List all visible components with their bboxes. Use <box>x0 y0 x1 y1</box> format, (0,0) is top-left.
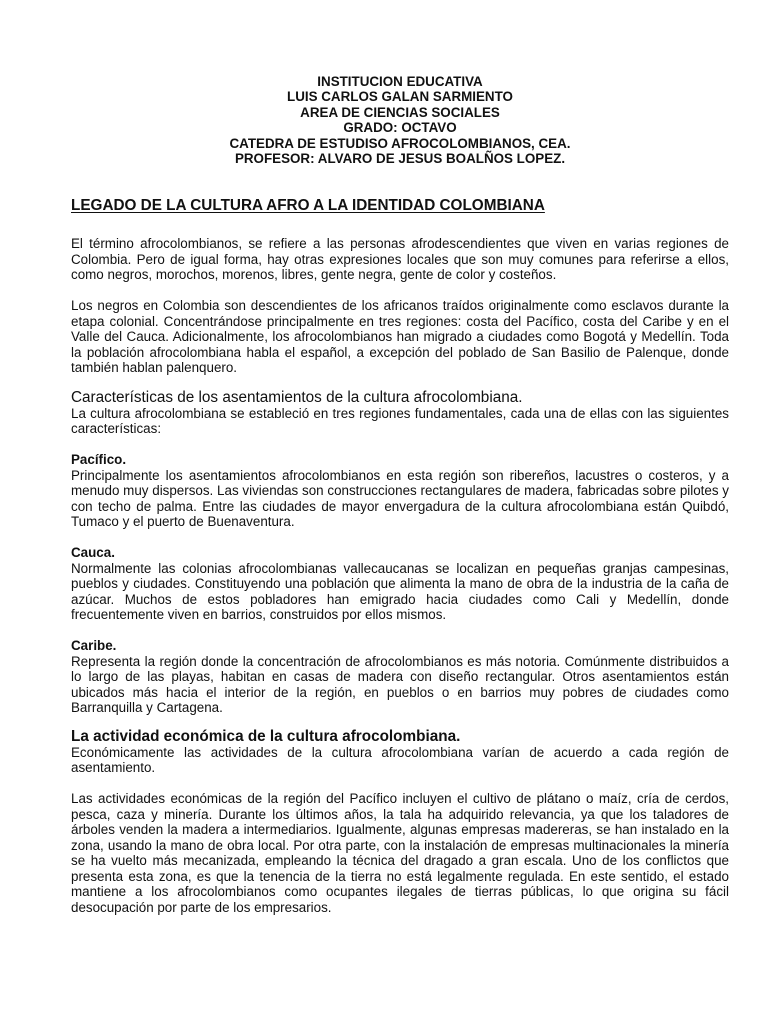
header-school-name: LUIS CARLOS GALAN SARMIENTO <box>287 89 513 105</box>
section-settlements-intro: La cultura afrocolombiana se estableció en tres regiones fundamentales, cada una de ellas con las siguientes características: <box>71 405 729 437</box>
intro-paragraph-2: Los negros en Colombia son descendientes de los africanos traídos originalmente como esclavos durante la etapa colonial. Concentrándose principalmente en tres regiones: costa del Pacífico, costa del Caribe y en el Valle del Cauca. Adicionalmente, los afrocolombianos han migrado a ciudades como Bogotá y Medellín. Toda la población afrocolombiana habla el español, a excepción del poblado de San Basilio de Palenque, donde también hablan palenquero. <box>71 298 729 376</box>
region-cauca-title: Cauca. <box>71 545 115 561</box>
header-teacher: PROFESOR: ALVARO DE JESUS BOALÑOS LOPEZ. <box>234 151 566 167</box>
section-economy-paragraph: Las actividades económicas de la región del Pacífico incluyen el cultivo de plátano o maíz, cría de cerdos, pesca, caza y minería. Durante los últimos años, la tala ha adquirido relevancia, ya que los taladores de árboles venden la madera a intermediarios. Igualmente, algunas empresas madereras, se han instalado en la zona, usando la mano de obra local. Por otra parte, con la instalación de empresas multinacionales la minería se ha vuelto más mecanizada, empleando la técnica del dragado a gran escala. Uno de los conflictos que presenta esta zona, es que la tenencia de la tierra no está legalmente regulada. En este sentido, el estado mantiene a los afrocolombianos como ocupantes ilegales de tierras públicas, lo que origina su fácil desocupación por parte de los empresarios. <box>71 791 729 915</box>
intro-paragraph-1: El término afrocolombianos, se refiere a las personas afrodescendientes que viven en varias regiones de Colombia. Pero de igual forma, hay otras expresiones locales que son muy comunes para referirse a ellos, como negros, morochos, morenos, libres, gente negra, gente de color y costeños. <box>71 236 729 283</box>
section-settlements-title: Características de los asentamientos de la cultura afrocolombiana. <box>71 388 523 406</box>
region-pacifico-title: Pacífico. <box>71 452 127 468</box>
region-caribe-text: Representa la región donde la concentración de afrocolombianos es más notoria. Comúnmente distribuidos a lo largo de las playas, habitan en casas de madera con diseño rectangular. Otros asentamientos están ubicados más hacia el interior de la región, en pueblos o en barrios muy pobres de ciudades como Barranquilla y Cartagena. <box>71 653 729 716</box>
region-cauca-text: Normalmente las colonias afrocolombianas vallecaucanas se localizan en pequeñas granjas campesinas, pueblos y ciudades. Constituyendo una población que alimenta la mano de obra de la industria de la caña de azúcar. Muchos de estos pobladores han emigrado hacia ciudades como Cali y Medellín, donde frecuentemente viven en barrios, construidos por ellos mismos. <box>71 560 729 623</box>
document-page <box>71 74 729 915</box>
document-header <box>71 74 729 166</box>
header-course: CATEDRA DE ESTUDISO AFROCOLOMBIANOS, CEA. <box>229 135 571 151</box>
header-area: AREA DE CIENCIAS SOCIALES <box>300 104 500 120</box>
section-economy-title: La actividad económica de la cultura afrocolombiana. <box>71 727 461 745</box>
section-economy-intro: Económicamente las actividades de la cultura afrocolombiana varían de acuerdo a cada región de asentamiento. <box>71 744 729 776</box>
region-caribe-title: Caribe. <box>71 638 117 654</box>
region-pacifico-text: Principalmente los asentamientos afrocolombianos en esta región son ribereños, lacustres o costeros, y a menudo muy dispersos. Las viviendas son construcciones rectangulares de madera, fabricadas sobre pilotes y con techo de palma. Entre las ciudades de mayor envergadura de la cultura afrocolombiana están Quibdó, Tumaco y el puerto de Buenaventura. <box>71 467 729 530</box>
document-title: LEGADO DE LA CULTURA AFRO A LA IDENTIDAD COLOMBIANA <box>71 197 545 215</box>
header-grade: GRADO: OCTAVO <box>343 120 457 136</box>
header-school-type: INSTITUCION EDUCATIVA <box>317 74 483 89</box>
